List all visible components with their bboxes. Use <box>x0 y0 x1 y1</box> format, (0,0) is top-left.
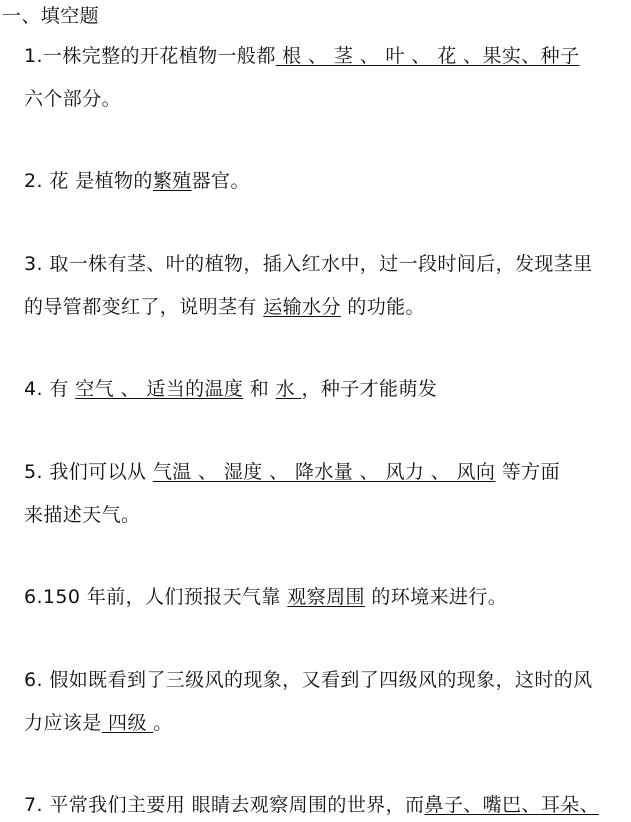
question-6b-prefix: 力应该是 <box>24 712 102 734</box>
question-4 <box>24 377 437 401</box>
question-3-suffix: 的功能。 <box>340 296 425 318</box>
question-5-answer: 气温 、 湿度 、 降水量 、 风力 、 风向 <box>152 461 496 483</box>
question-4-prefix: 4. 有 <box>24 378 76 400</box>
question-1-suffix: 六个部分。 <box>24 88 122 110</box>
question-5-line-2 <box>24 503 140 527</box>
question-6a-suffix: 的环境来进行。 <box>364 586 508 608</box>
question-1-line-1 <box>24 44 579 68</box>
question-4-answer-2: 水 <box>275 378 302 400</box>
question-6b-line-2 <box>24 711 173 735</box>
question-6b-answer: 四级 <box>101 712 154 734</box>
question-4-answer-1: 空气 、 适当的温度 <box>75 378 244 400</box>
question-3-line-2 <box>24 295 425 319</box>
question-2-text-end: 器官。 <box>191 170 250 192</box>
question-5-line-2-text: 来描述天气。 <box>24 504 141 526</box>
question-5-line-1 <box>24 460 560 484</box>
question-6b-suffix: 。 <box>153 712 173 734</box>
question-1-prefix: 1.一株完整的开花植物一般都 <box>24 45 276 67</box>
question-1-answer: 根 、 茎 、 叶 、 花 、果实、种子 <box>275 45 580 67</box>
question-3-prefix: 的导管都变红了，说明茎有 <box>24 296 264 318</box>
question-3-text: 3. 取一株有茎、叶的植物，插入红水中，过一段时间后，发现茎里 <box>24 253 593 275</box>
question-4-suffix: ，种子才能萌发 <box>301 378 438 400</box>
question-5-suffix: 等方面 <box>495 461 560 483</box>
question-6a-answer: 观察周围 <box>287 586 365 608</box>
question-2-underlined: 繁殖 <box>152 170 192 192</box>
question-6a <box>24 585 507 609</box>
section-heading: 一、填空题 <box>2 5 100 27</box>
question-3-answer: 运输水分 <box>263 296 341 318</box>
question-2-answer: 花 <box>49 170 69 192</box>
question-7 <box>24 793 599 817</box>
question-2-text: 是植物的 <box>68 170 153 192</box>
question-6b-text: 6. 假如既看到了三级风的现象，又看到了四级风的现象，这时的风 <box>24 669 593 691</box>
question-7-answer: 鼻子、嘴巴、耳朵、 <box>424 794 600 816</box>
question-6b-line-1 <box>24 668 593 692</box>
question-1-line-2 <box>24 87 121 111</box>
question-3-line-1 <box>24 252 593 276</box>
question-2 <box>24 169 250 193</box>
question-2-number: 2. <box>24 170 50 192</box>
question-4-mid: 和 <box>243 378 276 400</box>
question-5-prefix: 5. 我们可以从 <box>24 461 153 483</box>
question-6a-prefix: 6.150 年前，人们预报天气靠 <box>24 586 288 608</box>
question-7-prefix: 7. 平常我们主要用 眼睛去观察周围的世界，而 <box>24 794 425 816</box>
